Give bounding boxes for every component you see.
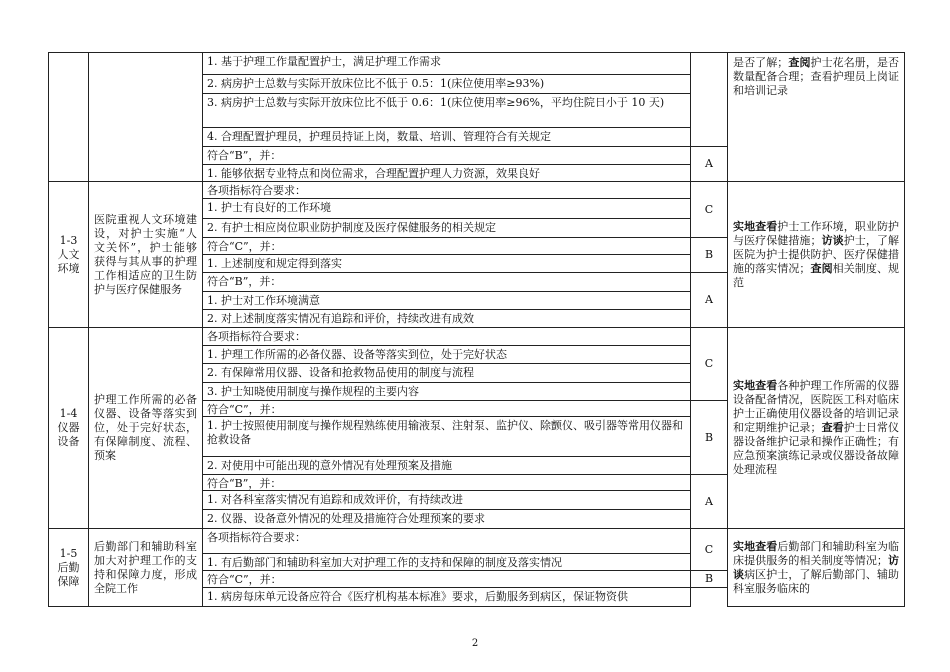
grade-letter: B: [704, 572, 714, 585]
criteria-item: 1. 病房每床单元设备应符合《医疗机构基本标准》要求，后勤服务到病区，保证物资供: [202, 587, 691, 607]
method-keyword: 访谈: [733, 553, 900, 581]
section-name: 设备: [57, 435, 80, 448]
criteria-item: 符合“C”，并：: [202, 237, 691, 255]
criteria-item: 3. 护士知晓使用制度与操作规程的主要内容: [202, 382, 691, 401]
grade-cell: [690, 528, 728, 571]
method-text: 护士工作环境，职业防护与医疗保健措施；: [733, 219, 900, 247]
criteria-item: 符合“C”，并：: [202, 570, 691, 588]
section-name: 仪器: [57, 421, 80, 434]
assessment-method: [733, 540, 899, 596]
assessment-method: [733, 379, 899, 477]
section-description: 护理工作所需的必备仪器、设备等落实到位，处于完好状态，有保障制度、流程、预案: [94, 393, 197, 462]
section-name: 人文: [57, 247, 80, 261]
section-name: 环境: [57, 261, 80, 275]
criteria-item: 3. 病房护士总数与实际开放床位比不低于 0.6：1(床位使用率≥96%，平均住院日小于 10 天): [202, 93, 691, 128]
criteria-item: 1. 护士有良好的工作环境: [202, 198, 691, 219]
grade-letter: A: [705, 293, 713, 306]
criteria-item: 符合“B”，并：: [202, 474, 691, 491]
section-name: 后勤: [57, 560, 80, 574]
method-text: 后勤部门和辅助科室为临床提供服务的相关制度等情况；: [733, 539, 900, 567]
method-keyword: 查阅: [788, 56, 811, 69]
criteria-item: 各项指标符合要求：: [202, 327, 691, 346]
section-description-cell: [88, 181, 203, 328]
method-keyword: 查看: [821, 421, 844, 434]
method-keyword: 实地查看: [733, 539, 778, 553]
method-text: 各种护理工作所需的仪器设备配备情况，医院医工科对临床护士正确使用仪器设备的培训记录和定期维护记录；: [733, 379, 900, 434]
section-id: 1-3: [59, 233, 78, 247]
assessment-method-cell: [727, 181, 905, 328]
section-description-cell: [88, 528, 203, 607]
method-text: 相关制度、规范: [733, 261, 900, 289]
section-description-cell: [88, 327, 203, 529]
section-id-cell: [48, 528, 89, 607]
grade-cell: [690, 272, 728, 328]
grade-letter: B: [704, 430, 714, 444]
method-text: 护士日常仪器设备维护记录和操作正确性；有应急预案演练记录或仪器设备故障处理流程: [733, 421, 900, 476]
criteria-item: 1. 有后勤部门和辅助科室加大对护理工作的支持和保障的制度及落实情况: [202, 553, 691, 571]
grade-letter: C: [704, 357, 714, 370]
criteria-item: 2. 有保障常用仪器、设备和抢救物品使用的制度与流程: [202, 363, 691, 383]
criteria-item: 2. 对使用中可能出现的意外情况有处理预案及措施: [202, 456, 691, 475]
method-text: 护士，了解医院为护士提供防护、医疗保健措施的落实情况；: [733, 233, 900, 275]
method-text: 是否了解；: [733, 56, 789, 69]
assessment-method-cell: [727, 327, 905, 529]
grade-letter: A: [705, 157, 713, 170]
criteria-item: 1. 护士按照使用制度与操作规程熟练使用输液泵、注射泵、监护仪、除颤仪、吸引器等常用仪器和抢救设备: [202, 416, 691, 457]
assessment-method: [733, 56, 899, 98]
section-id-cell: [48, 181, 89, 328]
section-id: 1-5: [59, 546, 78, 560]
criteria-item: 1. 上述制度和规定得到落实: [202, 254, 691, 273]
method-keyword: 查阅: [810, 261, 833, 275]
criteria-item: 各项指标符合要求：: [202, 181, 691, 199]
criteria-item: 符合“C”，并：: [202, 400, 691, 417]
grade-cell: [690, 570, 728, 588]
grade-letter: B: [704, 248, 714, 261]
grade-cell: [690, 474, 728, 529]
criteria-item: 符合“B”，并：: [202, 146, 691, 165]
assessment-method-cell: [727, 52, 905, 182]
section-id-cell: [48, 327, 89, 529]
criteria-item: 2. 仪器、设备意外情况的处理及措施符合处理预案的要求: [202, 509, 691, 529]
criteria-item: 符合“B”，并：: [202, 272, 691, 292]
section-id-cell: [48, 52, 89, 182]
assessment-method-cell: [727, 528, 905, 607]
criteria-item: 1. 基于护理工作量配置护士，满足护理工作需求: [202, 52, 691, 75]
criteria-item: 各项指标符合要求：: [202, 528, 691, 554]
grade-cell: [690, 52, 728, 147]
section-description: 后勤部门和辅助科室加大对护理工作的支持和保障力度，形成全院工作: [94, 539, 197, 595]
method-keyword: 实地查看: [733, 379, 778, 392]
criteria-item: 1. 护理工作所需的必备仪器、设备等落实到位，处于完好状态: [202, 345, 691, 364]
method-keyword: 访谈: [821, 233, 844, 247]
grade-letter: A: [705, 494, 713, 508]
grade-letter: C: [704, 202, 714, 216]
grade-cell: [690, 400, 728, 475]
grade-cell: [690, 237, 728, 273]
grade-letter: C: [704, 542, 714, 556]
grade-cell: [690, 181, 728, 238]
page-number: 2: [471, 638, 479, 649]
grade-cell: [690, 327, 728, 401]
section-description-cell: [88, 52, 203, 182]
criteria-item: 1. 护士对工作环境满意: [202, 291, 691, 310]
criteria-item: 2. 对上述制度落实情况有追踪和评价，持续改进有成效: [202, 309, 691, 328]
criteria-item: 2. 有护士相应岗位职业防护制度及医疗保健服务的相关规定: [202, 218, 691, 238]
section-name: 保障: [57, 574, 80, 588]
section-description: 医院重视人文环境建设，对护士实施“人文关怀”，护士能够获得与其从事的护理工作相适应的卫生防护与医疗保健服务: [94, 212, 197, 296]
criteria-item: 1. 能够依据专业特点和岗位需求，合理配置护理人力资源，效果良好: [202, 164, 691, 182]
criteria-item: 2. 病房护士总数与实际开放床位比不低于 0.5：1(床位使用率≥93%): [202, 74, 691, 94]
criteria-item: 4. 合理配置护理员，护理员持证上岗，数量、培训、管理符合有关规定: [202, 127, 691, 147]
grade-cell: [690, 146, 728, 182]
method-keyword: 实地查看: [733, 219, 778, 233]
assessment-method: [733, 220, 899, 290]
criteria-item: 1. 对各科室落实情况有追踪和成效评价，有持续改进: [202, 490, 691, 510]
section-id: 1-4: [59, 407, 78, 420]
method-text: 病区护士，了解后勤部门、辅助科室服务临床的: [733, 567, 900, 595]
method-text: 护士花名册，是否数量配备合理；查看护理员上岗证和培训记录: [733, 56, 900, 97]
